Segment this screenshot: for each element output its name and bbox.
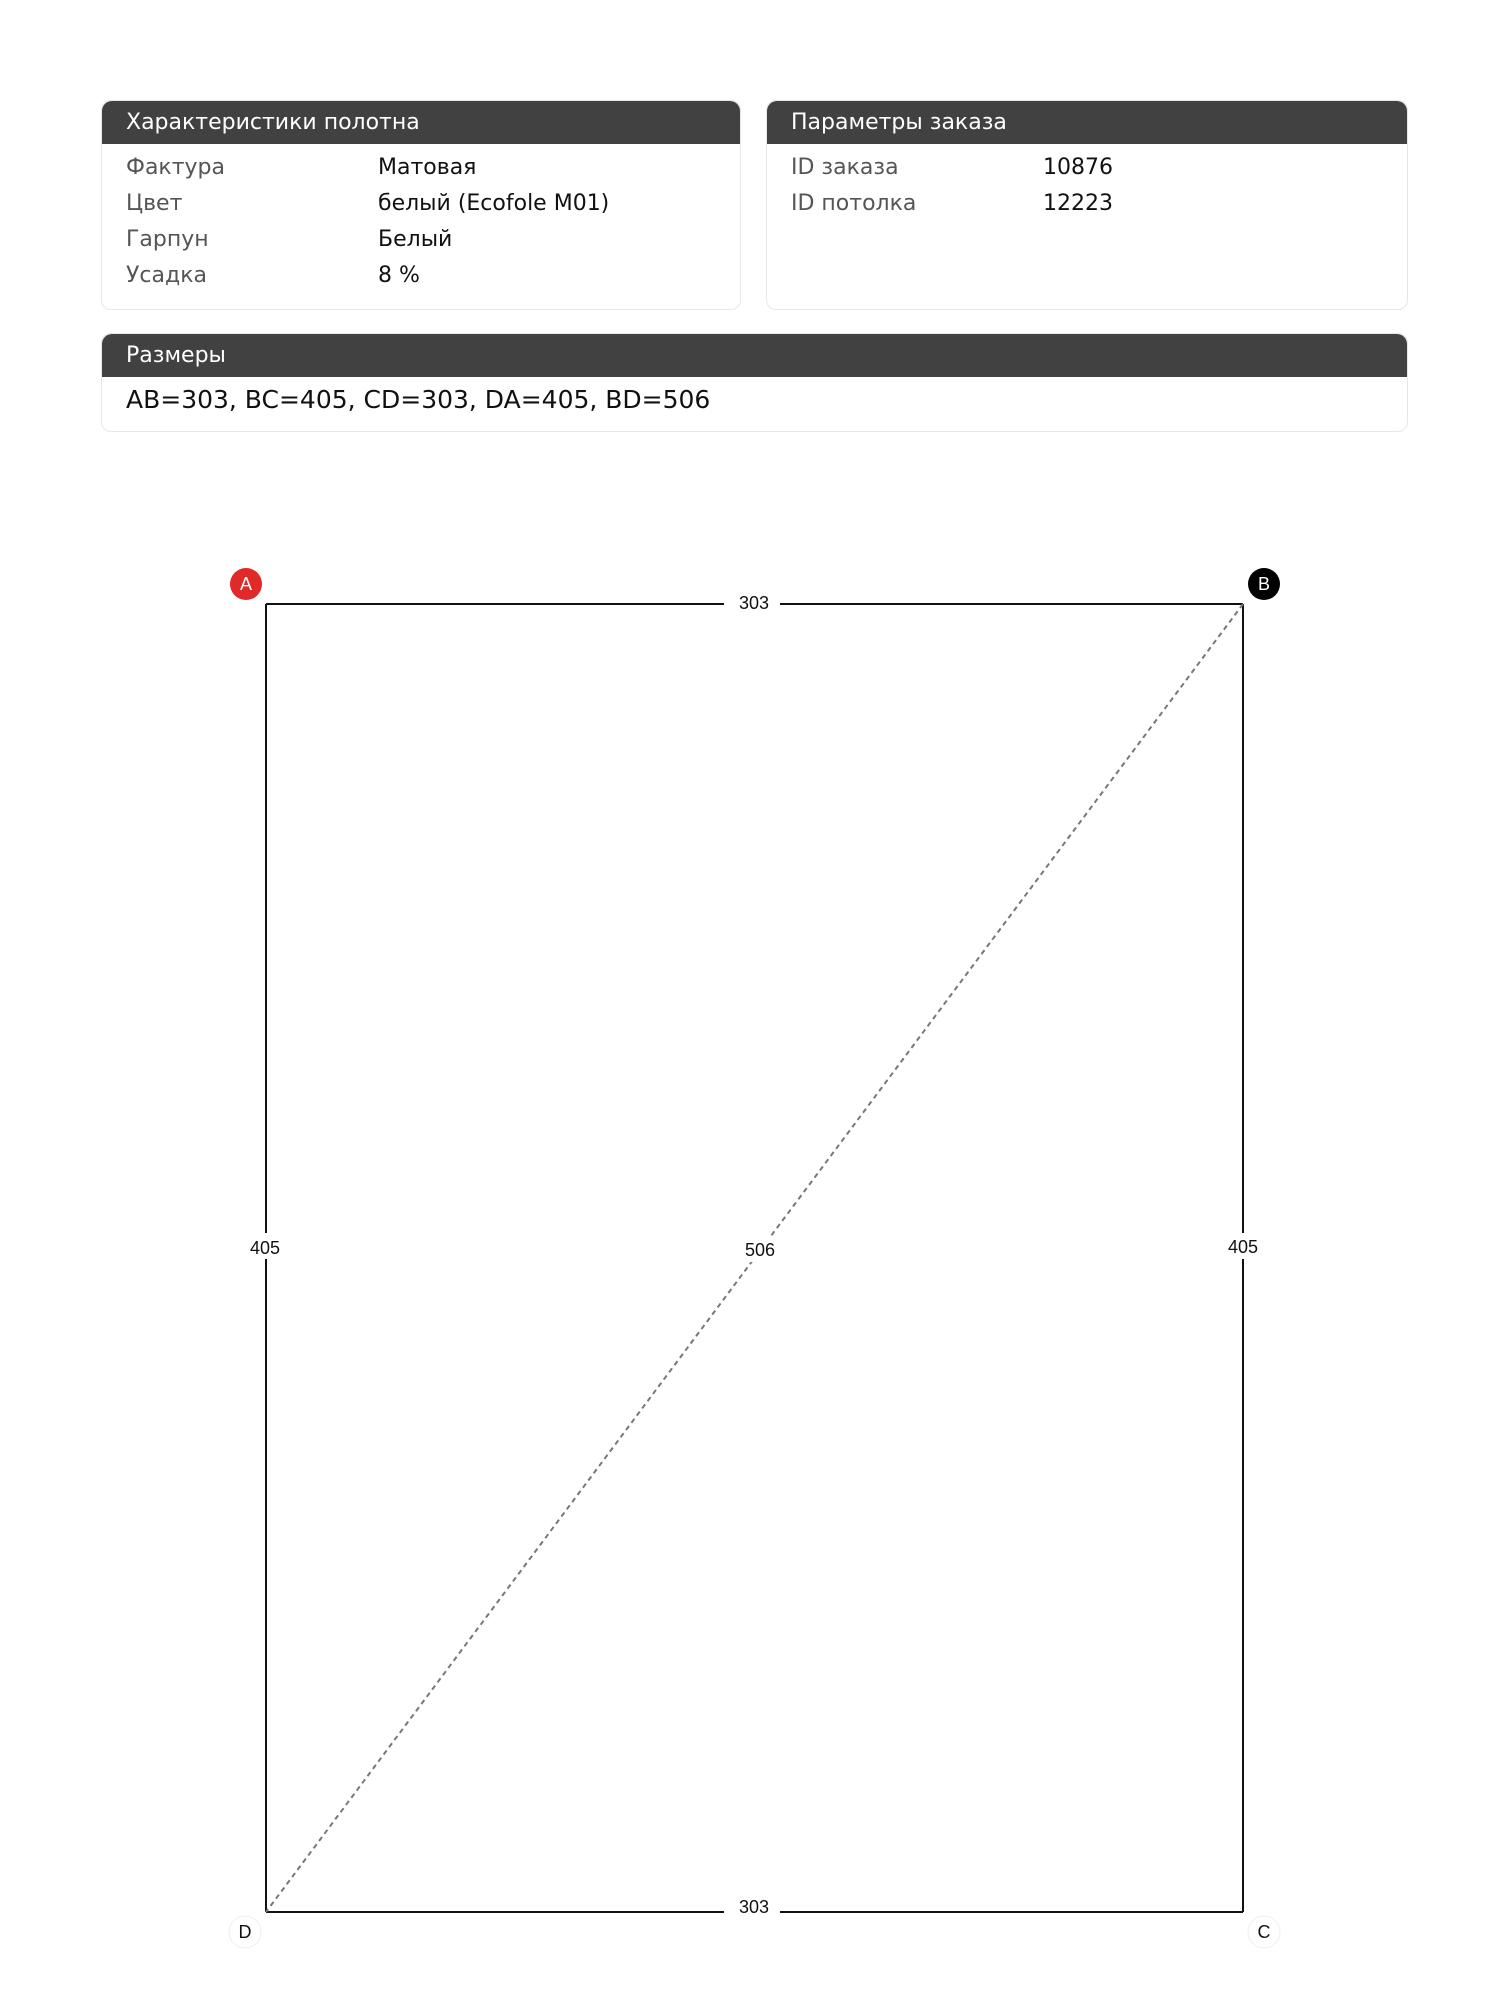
edge-label-bd: 506 <box>744 1240 776 1260</box>
order-value: 10876 <box>1043 155 1113 180</box>
edge-label-bc: 405 <box>1227 1237 1259 1257</box>
dimensions-summary: AB=303, BC=405, CD=303, DA=405, BD=506 <box>126 385 711 414</box>
corner-d <box>229 1916 261 1948</box>
order-value: 12223 <box>1043 191 1113 216</box>
spec-label: Гарпун <box>126 227 209 252</box>
spec-value: белый (Ecofole M01) <box>378 191 610 216</box>
edge-label-cd: 303 <box>738 1897 770 1917</box>
spec-label: Фактура <box>126 155 225 180</box>
spec-value: 8 % <box>378 263 420 288</box>
corner-c-label: C <box>1257 1922 1271 1942</box>
canvas-specs-header: Характеристики полотна <box>102 101 740 144</box>
order-label: ID потолка <box>791 191 917 216</box>
corner-a-label: A <box>239 574 253 594</box>
spec-label: Усадка <box>126 263 207 288</box>
dimensions-header: Размеры <box>102 334 1407 377</box>
spec-value: Белый <box>378 227 453 252</box>
corner-b <box>1248 568 1280 600</box>
spec-value: Матовая <box>378 155 477 180</box>
spec-label: Цвет <box>126 191 183 216</box>
edge-label-da: 405 <box>249 1238 281 1258</box>
corner-d-label: D <box>238 1922 252 1942</box>
corner-a <box>230 568 262 600</box>
order-params-header: Параметры заказа <box>767 101 1407 144</box>
corner-c <box>1248 1916 1280 1948</box>
order-label: ID заказа <box>791 155 899 180</box>
corner-b-label: B <box>1257 574 1271 594</box>
edge-label-ab: 303 <box>738 593 770 613</box>
